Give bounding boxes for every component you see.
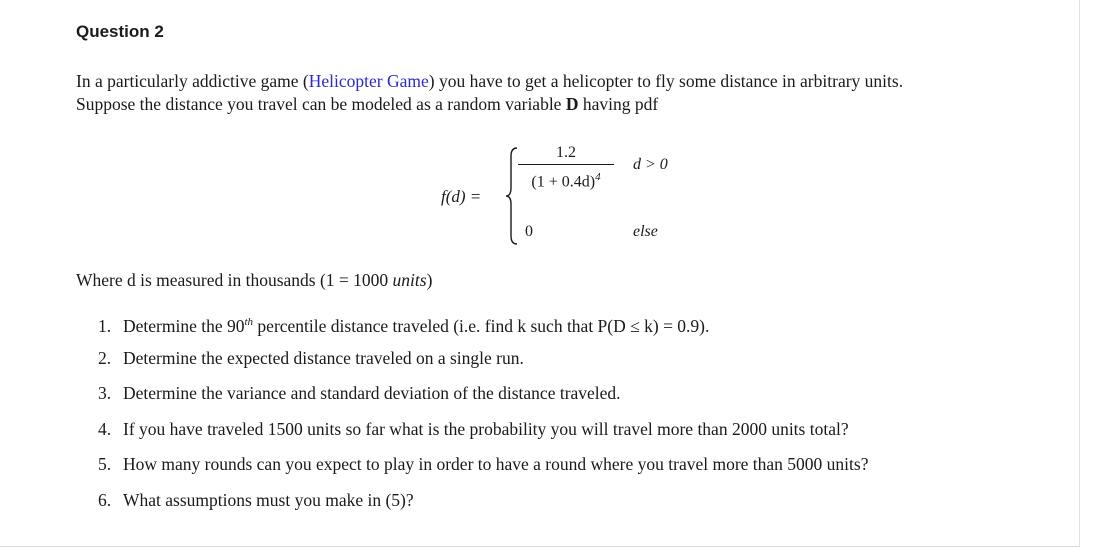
question-text: Determine the variance and standard deviation of the distance traveled. [123,383,621,403]
question-number: 1. [98,315,112,336]
units-word: units [392,270,427,290]
question-item-6 [98,488,869,524]
fraction-denominator: $(1 + 0.4d)^4$ [531,171,601,191]
question-item-1 [98,310,869,346]
question-text-cont: percentile distance traveled (i.e. find k such that P(D ≤ k) = 0.9). [253,315,710,336]
fraction-numerator: 1.2 [556,144,576,161]
question-number: 3. [98,383,112,403]
random-variable: D [565,94,579,114]
denominator-exponent: 4 [595,171,601,183]
question-text: What assumptions must you make in (5)? [123,489,414,510]
pdf-condition-else: else [633,223,658,240]
question-text: Determine the expected distance traveled on a single run. [123,347,524,368]
question-text: If you have traveled 1500 units so far what is the probability you will travel more than 2000 units total? [123,418,849,439]
question-number: 5. [98,454,112,474]
question-list [98,310,869,523]
question-text: How many rounds can you expect to play in order to have a round where you travel more than 5000 units? [123,454,869,474]
question-number: 6. [98,489,112,510]
pdf-condition-positive: d > 0 [633,156,668,173]
intro-text-4: having pdf [578,94,659,114]
question-item-3 [98,381,869,417]
intro-paragraph [76,70,1066,116]
intro-text-3: Suppose the distance you travel can be modeled as a random variable [76,94,566,114]
question-item-4 [98,417,869,453]
units-note [76,270,432,291]
pdf-lhs: f(d) = [441,187,482,206]
pdf-zero: 0 [525,223,533,240]
units-note-text: Where d is measured in thousands (1 = 1000 [76,270,393,290]
intro-text-2: ) you have to get a helicopter to fly some distance in arbitrary units. [428,71,904,91]
helicopter-game-link[interactable]: Helicopter Game [308,71,429,91]
question-number: 4. [98,418,112,439]
units-note-close: ) [426,270,433,290]
question-number: 2. [98,347,112,368]
question-text: Determine the 90 [123,315,245,336]
ordinal-suffix: th [244,316,254,328]
question-item-2 [98,346,869,382]
pdf-fraction [518,143,614,192]
left-brace-icon [505,146,519,246]
question-title: Question 2 [76,22,164,41]
fraction-bar [518,164,614,165]
intro-text-1: In a particularly addictive game ( [76,71,309,91]
question-item-5 [98,452,869,488]
